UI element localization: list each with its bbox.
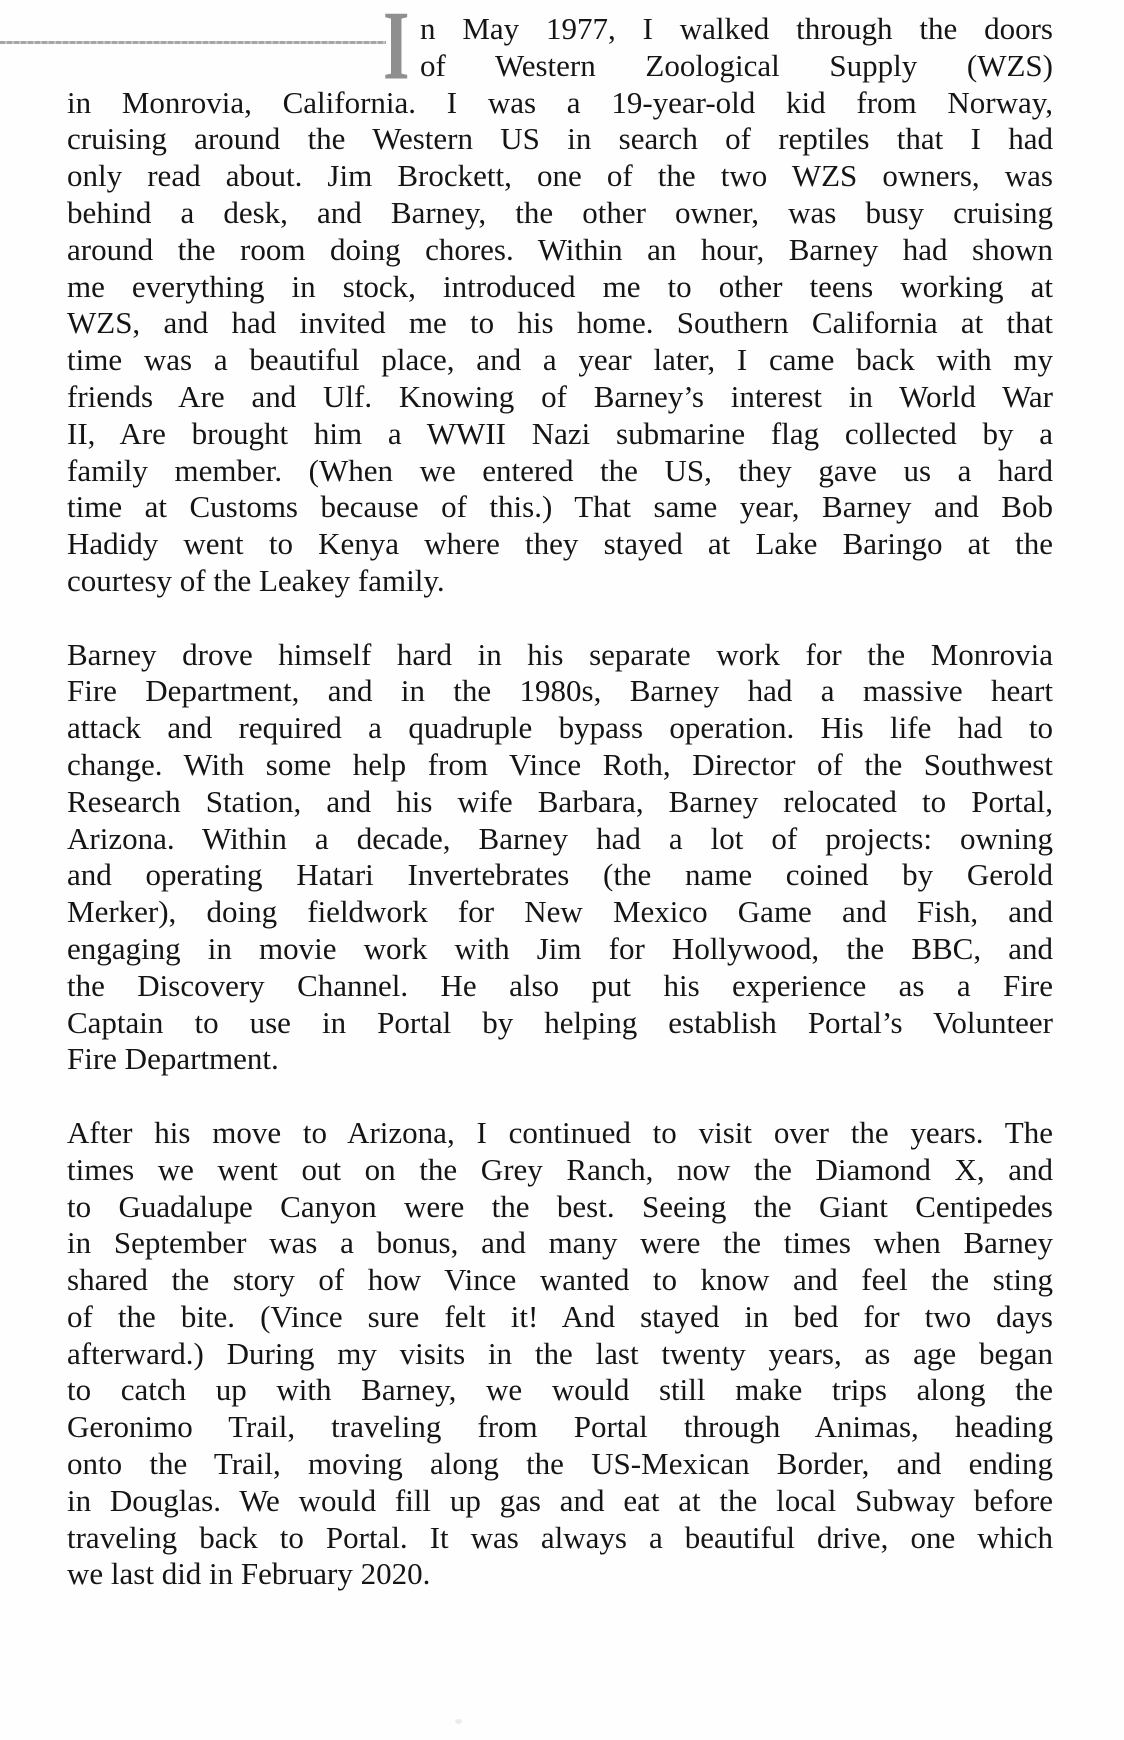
text-line: Merker), doing fieldwork for New Mexico Game and Fish, and [67,894,1053,930]
text-line: Fire Department. [67,1041,279,1077]
text-line: traveling back to Portal. It was always a beautiful drive, one which [67,1519,1053,1555]
text-line: shared the story of how Vince wanted to know and feel the sting [67,1262,1053,1298]
text-line: to Guadalupe Canyon were the best. Seeing the Giant Centipedes [67,1188,1053,1224]
text-line: time was a beautiful place, and a year later, I came back with my [67,342,1053,378]
text-line: change. With some help from Vince Roth, Director of the Southwest [67,746,1053,782]
text-line: WZS, and had invited me to his home. Southern California at that [67,305,1053,341]
text-line: in Monrovia, California. I was a 19-year-old kid from Norway, [67,84,1053,120]
text-line: family member. (When we entered the US, they gave us a hard [67,452,1053,488]
text-line: n May 1977, I walked through the doors [420,11,1053,46]
text-line: Geronimo Trail, traveling from Portal through Animas, heading [67,1409,1053,1445]
text-line: attack and required a quadruple bypass operation. His life had to [67,710,1053,746]
text-line: we last did in February 2020. [67,1556,431,1592]
drop-cap-indent-block [420,11,1053,85]
text-line: in Douglas. We would fill up gas and eat at the local Subway before [67,1482,1053,1518]
text-line: time at Customs because of this.) That same year, Barney and Bob [67,489,1053,525]
drop-cap: I [383,0,410,101]
text-line: II, Are brought him a WWII Nazi submarine flag collected by a [67,415,1053,451]
text-line: behind a desk, and Barney, the other owner, was busy cruising [67,194,1053,230]
text-line: Hadidy went to Kenya where they stayed at Lake Baringo at the [67,526,1053,562]
text-line: the Discovery Channel. He also put his experience as a Fire [67,967,1053,1003]
text-line: in September was a bonus, and many were the times when Barney [67,1225,1053,1261]
scan-speck [455,1719,462,1724]
text-line: Fire Department, and in the 1980s, Barney had a massive heart [67,673,1053,709]
text-line: and operating Hatari Invertebrates (the name coined by Gerold [67,857,1053,893]
text-line: Barney drove himself hard in his separate work for the Monrovia [67,636,1053,672]
text-line: around the room doing chores. Within an hour, Barney had shown [67,231,1053,267]
paragraph-1 [67,11,1053,600]
text-line: to catch up with Barney, we would still make trips along the [67,1372,1053,1408]
paragraph-3 [67,1115,1053,1593]
text-line: engaging in movie work with Jim for Hollywood, the BBC, and [67,930,1053,966]
text-line: times we went out on the Grey Ranch, now the Diamond X, and [67,1151,1053,1187]
article-text [67,0,1053,1593]
text-line: Captain to use in Portal by helping establish Portal’s Volunteer [67,1004,1053,1040]
paragraph-2 [67,637,1053,1079]
text-line: me everything in stock, introduced me to other teens working at [67,268,1053,304]
text-line: friends Are and Ulf. Knowing of Barney’s interest in World War [67,378,1053,414]
text-line: Arizona. Within a decade, Barney had a lot of projects: owning [67,820,1053,856]
text-line: courtesy of the Leakey family. [67,562,445,598]
text-line: of the bite. (Vince sure felt it! And stayed in bed for two days [67,1298,1053,1334]
text-line: Research Station, and his wife Barbara, Barney relocated to Portal, [67,783,1053,819]
text-line: afterward.) During my visits in the last twenty years, as age began [67,1335,1053,1371]
text-line: After his move to Arizona, I continued to visit over the years. The [67,1114,1053,1150]
text-line: onto the Trail, moving along the US-Mexican Border, and ending [67,1446,1053,1482]
text-line: cruising around the Western US in search of reptiles that I had [67,121,1053,157]
text-line: only read about. Jim Brockett, one of the two WZS owners, was [67,158,1053,194]
text-line: of Western Zoological Supply (WZS) [420,47,1053,83]
